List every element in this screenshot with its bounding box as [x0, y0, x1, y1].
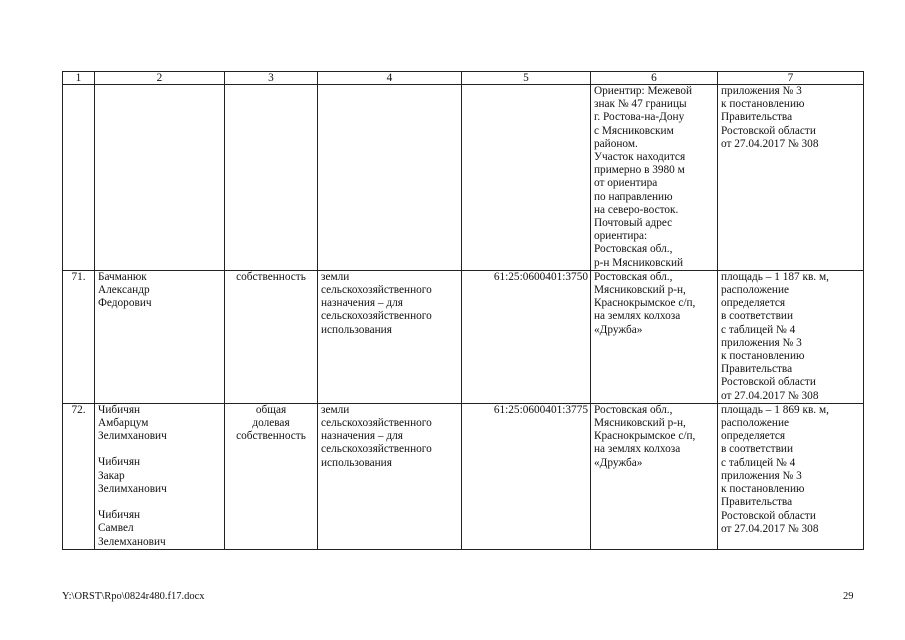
text-line: Краснокрымское с/п, [594, 430, 696, 443]
text-line: Почтовый адрес [594, 217, 673, 230]
file-path: Y:\ORST\Rpo\0824r480.f17.docx [62, 591, 205, 602]
text-line: знак № 47 границы [594, 98, 687, 111]
text-line: Закар [98, 469, 125, 482]
text-line: в соответствии [721, 443, 793, 456]
text-line: Ростовской области [721, 376, 816, 389]
text-line: с Мясниковским [594, 124, 674, 137]
text-line: назначения – для [321, 430, 403, 443]
column-number: 7 [718, 72, 864, 85]
text-line: площадь – 1 187 кв. м, [721, 270, 829, 283]
column-number-row [63, 72, 864, 85]
text-line: Ориентир: Межевой [594, 85, 693, 97]
text-line: ориентира: [594, 230, 648, 243]
text-line: Мясниковский р-н, [594, 417, 686, 430]
column-number: 3 [225, 72, 318, 85]
text-line: с таблицей № 4 [721, 323, 796, 336]
text-line: определяется [721, 297, 786, 310]
text-line: собственность [236, 270, 306, 283]
text-line: Зелимханович [98, 482, 167, 495]
notes-cell [718, 85, 864, 271]
text-line: районом. [594, 137, 638, 150]
text-line: на северо-восток. [594, 203, 679, 216]
text-line: использования [321, 456, 392, 469]
text-line: расположение [721, 417, 790, 430]
text-line: к постановлению [721, 98, 805, 111]
notes-cell [718, 270, 864, 403]
page-number: 29 [843, 591, 854, 602]
owner-cell [95, 270, 225, 403]
land-category-cell [318, 403, 462, 549]
text-line: приложения № 3 [721, 469, 802, 482]
cadastral-number: 61:25:0600401:3750 [462, 270, 591, 403]
cell-empty [462, 85, 591, 271]
text-line: земли [321, 270, 350, 283]
column-number: 1 [63, 72, 95, 85]
text-line: от 27.04.2017 № 308 [721, 137, 819, 150]
text-line: Зелимханович [98, 430, 167, 443]
text-line: Правительства [721, 363, 793, 376]
text-line: г. Ростова-на-Дону [594, 111, 685, 124]
continuation-row [63, 85, 864, 271]
text-line: с таблицей № 4 [721, 456, 796, 469]
text-line: Зелемханович [98, 535, 166, 548]
text-line: Ростовская обл., [594, 243, 673, 256]
column-number: 5 [462, 72, 591, 85]
text-line: Самвел [98, 522, 134, 535]
text-line: Чибичян [98, 403, 141, 416]
text-line: в соответствии [721, 310, 793, 323]
text-line: от 27.04.2017 № 308 [721, 522, 819, 535]
text-line: сельскохозяйственного [321, 443, 432, 456]
row-number: 72. [63, 403, 95, 549]
land-plots-table [62, 71, 864, 550]
address-cell [591, 270, 718, 403]
text-line: Чибичян [98, 456, 141, 469]
blank-line [98, 443, 224, 456]
notes-cell [718, 403, 864, 549]
text-line: приложения № 3 [721, 85, 802, 97]
text-line: Бачманюк [98, 270, 147, 283]
text-line: от ориентира [594, 177, 658, 190]
text-line: Ростовская обл., [594, 270, 673, 283]
cell-empty [95, 85, 225, 271]
column-number: 2 [95, 72, 225, 85]
text-line: общая [255, 403, 287, 416]
table-row [63, 270, 864, 403]
row-number: 71. [63, 270, 95, 403]
text-line: долевая [252, 417, 290, 430]
text-line: площадь – 1 869 кв. м, [721, 403, 829, 416]
land-category-cell [318, 270, 462, 403]
text-line: Федорович [98, 297, 152, 310]
text-line: Правительства [721, 496, 793, 509]
text-line: Правительства [721, 111, 793, 124]
cell-empty [318, 85, 462, 271]
text-line: определяется [721, 430, 786, 443]
text-line: сельскохозяйственного [321, 284, 432, 297]
cell-empty [63, 85, 95, 271]
text-line: приложения № 3 [721, 336, 802, 349]
text-line: «Дружба» [594, 323, 643, 336]
text-line: сельскохозяйственного [321, 417, 432, 430]
text-line: собственность [236, 430, 306, 443]
text-line: примерно в 3980 м [594, 164, 685, 177]
text-line: Ростовской области [721, 509, 816, 522]
text-line: Ростовской области [721, 124, 816, 137]
text-line: Мясниковский р-н, [594, 284, 686, 297]
text-line: Амбарцум [98, 417, 149, 430]
text-line: Чибичян [98, 509, 141, 522]
text-line: использования [321, 323, 392, 336]
text-line: Ростовская обл., [594, 403, 673, 416]
address-cell [591, 85, 718, 271]
text-line: Участок находится [594, 151, 686, 164]
cell-empty [225, 85, 318, 271]
text-line: земли [321, 403, 350, 416]
text-line: на землях колхоза [594, 443, 681, 456]
blank-line [98, 496, 224, 509]
owner-cell [95, 403, 225, 549]
text-line: от 27.04.2017 № 308 [721, 389, 819, 402]
text-line: к постановлению [721, 350, 805, 363]
text-line: на землях колхоза [594, 310, 681, 323]
text-line: назначения – для [321, 297, 403, 310]
text-line: сельскохозяйственного [321, 310, 432, 323]
text-line: р-н Мясниковский [594, 256, 684, 269]
right-type-cell [225, 403, 318, 549]
text-line: Александр [98, 284, 150, 297]
table-row [63, 403, 864, 549]
address-cell [591, 403, 718, 549]
text-line: Краснокрымское с/п, [594, 297, 696, 310]
right-type-cell [225, 270, 318, 403]
text-line: «Дружба» [594, 456, 643, 469]
text-line: по направлению [594, 190, 673, 203]
column-number: 6 [591, 72, 718, 85]
text-line: к постановлению [721, 483, 805, 496]
column-number: 4 [318, 72, 462, 85]
text-line: расположение [721, 284, 790, 297]
cadastral-number: 61:25:0600401:3775 [462, 403, 591, 549]
